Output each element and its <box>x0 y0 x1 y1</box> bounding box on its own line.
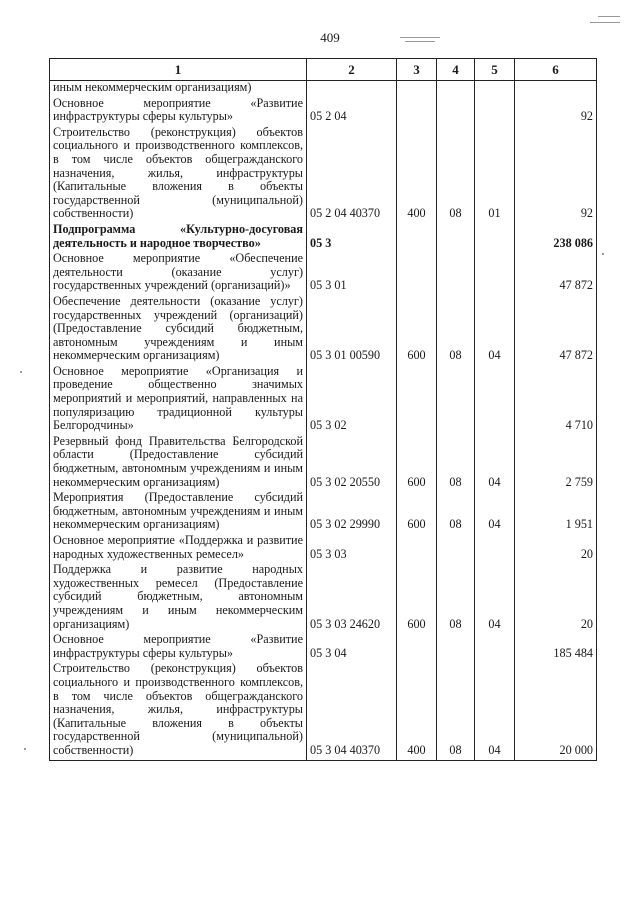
row-amount-cell: 20 000 <box>515 662 597 760</box>
column-header-1: 1 <box>50 59 307 81</box>
scan-artifact <box>598 16 620 17</box>
column-header-4: 4 <box>437 59 475 81</box>
row-c3-cell: 400 <box>397 126 437 223</box>
table-row <box>50 534 597 563</box>
row-name-cell: Основное мероприятие «Поддержка и развитие народных художественных ремесел» <box>50 534 307 563</box>
row-name-cell: Обеспечение деятельности (оказание услуг) государственных учреждений (организаций) (Предоставление субсидий бюджетным, автономным учреждениям и иным некоммерческим организациям) <box>50 295 307 365</box>
row-c4-cell <box>437 365 475 435</box>
row-c5-cell <box>475 81 515 97</box>
scan-artifact <box>20 371 22 373</box>
row-c3-cell: 600 <box>397 435 437 491</box>
row-c3-cell <box>397 252 437 295</box>
budget-table <box>49 58 597 761</box>
row-c5-cell <box>475 534 515 563</box>
row-c3-cell: 600 <box>397 491 437 534</box>
scan-artifact <box>590 22 620 23</box>
row-name-cell: Строительство (реконструкция) объектов социального и производственного комплексов, в том числе объектов общегражданского назначения, жилья, инфраструктуры (Капитальные вложения в объекты государственной (муниципальной) собственности) <box>50 662 307 760</box>
row-c4-cell <box>437 81 475 97</box>
row-code-cell <box>307 81 397 97</box>
row-amount-cell: 92 <box>515 126 597 223</box>
row-name-cell: Основное мероприятие «Развитие инфраструктуры сферы культуры» <box>50 97 307 126</box>
table-row <box>50 223 597 252</box>
row-c4-cell <box>437 252 475 295</box>
row-c3-cell: 600 <box>397 563 437 633</box>
row-code-cell: 05 3 01 00590 <box>307 295 397 365</box>
header-row <box>50 59 597 81</box>
row-amount-cell: 4 710 <box>515 365 597 435</box>
table-row <box>50 491 597 534</box>
row-amount-cell: 47 872 <box>515 295 597 365</box>
table-row <box>50 126 597 223</box>
row-amount-cell: 185 484 <box>515 633 597 662</box>
row-c4-cell: 08 <box>437 295 475 365</box>
scan-artifact <box>602 253 604 255</box>
row-amount-cell: 238 086 <box>515 223 597 252</box>
row-c3-cell <box>397 633 437 662</box>
table-row <box>50 295 597 365</box>
row-name-cell: Поддержка и развитие народных художественных ремесел (Предоставление субсидий бюджетным, автономным учреждениям и иным некоммерческим организациям) <box>50 563 307 633</box>
row-name-cell: Основное мероприятие «Обеспечение деятельности (оказание услуг) государственных учреждений (организаций)» <box>50 252 307 295</box>
row-amount-cell: 1 951 <box>515 491 597 534</box>
row-c5-cell: 04 <box>475 563 515 633</box>
row-c4-cell <box>437 633 475 662</box>
row-code-cell: 05 2 04 40370 <box>307 126 397 223</box>
row-code-cell: 05 3 <box>307 223 397 252</box>
row-c3-cell <box>397 365 437 435</box>
row-c5-cell <box>475 365 515 435</box>
row-c4-cell <box>437 223 475 252</box>
row-code-cell: 05 3 04 40370 <box>307 662 397 760</box>
row-name-cell: Строительство (реконструкция) объектов социального и производственного комплексов, в том числе объектов общегражданского назначения, жилья, инфраструктуры (Капитальные вложения в объекты государственной (муниципальной) собственности) <box>50 126 307 223</box>
row-c5-cell <box>475 223 515 252</box>
row-c3-cell: 400 <box>397 662 437 760</box>
row-c5-cell: 04 <box>475 491 515 534</box>
scan-artifact <box>405 41 435 42</box>
row-code-cell: 05 3 03 <box>307 534 397 563</box>
column-header-6: 6 <box>515 59 597 81</box>
row-amount-cell: 20 <box>515 563 597 633</box>
scan-artifact <box>400 37 440 38</box>
row-amount-cell: 92 <box>515 97 597 126</box>
row-c4-cell: 08 <box>437 563 475 633</box>
row-c4-cell <box>437 534 475 563</box>
table-row <box>50 633 597 662</box>
table-row <box>50 435 597 491</box>
row-c4-cell: 08 <box>437 126 475 223</box>
row-code-cell: 05 3 02 20550 <box>307 435 397 491</box>
row-c3-cell <box>397 223 437 252</box>
row-c4-cell <box>437 97 475 126</box>
table-row <box>50 81 597 97</box>
column-header-3: 3 <box>397 59 437 81</box>
row-code-cell: 05 3 01 <box>307 252 397 295</box>
row-c5-cell: 04 <box>475 295 515 365</box>
page-number: 409 <box>320 30 340 45</box>
row-c5-cell <box>475 97 515 126</box>
scan-artifact <box>24 748 26 750</box>
table-row <box>50 365 597 435</box>
row-code-cell: 05 3 02 29990 <box>307 491 397 534</box>
row-c5-cell <box>475 633 515 662</box>
row-code-cell: 05 3 04 <box>307 633 397 662</box>
row-c5-cell: 01 <box>475 126 515 223</box>
row-name-cell: Мероприятия (Предоставление субсидий бюджетным, автономным учреждениям и иным некоммерческим организациям) <box>50 491 307 534</box>
table-row <box>50 563 597 633</box>
row-c3-cell <box>397 81 437 97</box>
row-name-cell: Резервный фонд Правительства Белгородской области (Предоставление субсидий бюджетным, автономным учреждениям и иным некоммерческим организациям) <box>50 435 307 491</box>
row-c4-cell: 08 <box>437 662 475 760</box>
row-c4-cell: 08 <box>437 491 475 534</box>
row-name-cell: Основное мероприятие «Развитие инфраструктуры сферы культуры» <box>50 633 307 662</box>
column-header-5: 5 <box>475 59 515 81</box>
row-c5-cell <box>475 252 515 295</box>
table-row <box>50 252 597 295</box>
row-code-cell: 05 3 02 <box>307 365 397 435</box>
row-code-cell: 05 2 04 <box>307 97 397 126</box>
column-header-2: 2 <box>307 59 397 81</box>
row-c5-cell: 04 <box>475 662 515 760</box>
row-c5-cell: 04 <box>475 435 515 491</box>
table-row <box>50 97 597 126</box>
table-body <box>50 81 597 761</box>
row-amount-cell: 2 759 <box>515 435 597 491</box>
row-c3-cell <box>397 97 437 126</box>
row-name-cell: Подпрограмма «Культурно-досуговая деятельность и народное творчество» <box>50 223 307 252</box>
row-amount-cell: 47 872 <box>515 252 597 295</box>
row-code-cell: 05 3 03 24620 <box>307 563 397 633</box>
row-name-cell: Основное мероприятие «Организация и проведение общественно значимых мероприятий и мероприятий, направленных на популяризацию традиционной культуры Белгородчины» <box>50 365 307 435</box>
row-c3-cell <box>397 534 437 563</box>
row-c3-cell: 600 <box>397 295 437 365</box>
row-c4-cell: 08 <box>437 435 475 491</box>
row-name-cell: иным некоммерческим организациям) <box>50 81 307 97</box>
row-amount-cell <box>515 81 597 97</box>
table-row <box>50 662 597 760</box>
row-amount-cell: 20 <box>515 534 597 563</box>
